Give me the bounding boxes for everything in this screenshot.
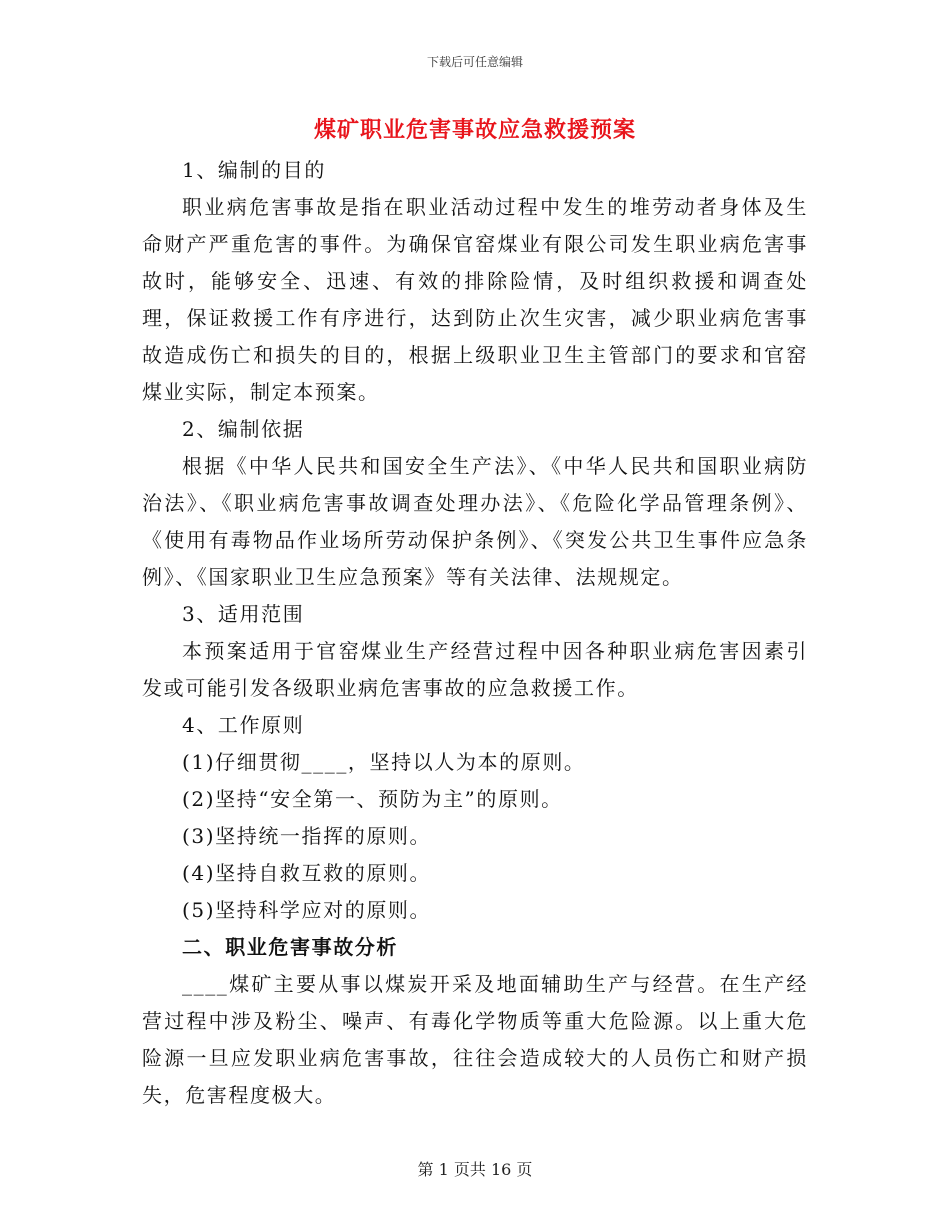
principle-item: (2)坚持“安全第一、预防为主”的原则。	[182, 787, 563, 811]
document-body	[142, 152, 808, 1114]
section-3-paragraph: 本预案适用于官窑煤业生产经营过程中因各种职业病危害因素引发或可能引发各级职业病危害事故的应急救援工作。	[142, 639, 808, 700]
page-header-note: 下载后可任意编辑	[426, 55, 523, 69]
section-4-heading: 4、工作原则	[182, 713, 305, 737]
principle-item: (4)坚持自救互救的原则。	[182, 861, 432, 885]
section-1-paragraph: 职业病危害事故是指在职业活动过程中发生的堆劳动者身体及生命财产严重危害的事件。为确保官窑煤业有限公司发生职业病危害事故时，能够安全、迅速、有效的排除险情，及时组织救援和调查处理，保证救援工作有序进行，达到防止次生灾害，减少职业病危害事故造成伤亡和损失的目的，根据上级职业卫生主管部门的要求和官窑煤业实际，制定本预案。	[142, 195, 808, 404]
section-2-paragraph: 根据《中华人民共和国安全生产法》、《中华人民共和国职业病防治法》、《职业病危害事故调查处理办法》、《危险化学品管理条例》、《使用有毒物品作业场所劳动保护条例》、《突发公共卫生事件应急条例》、《国家职业卫生应急预案》等有关法律、法规规定。	[142, 454, 808, 589]
part-2-paragraph: ____煤矿主要从事以煤炭开采及地面辅助生产与经营。在生产经营过程中涉及粉尘、噪声、有毒化学物质等重大危险源。以上重大危险源一旦应发职业病危害事故，往往会造成较大的人员伤亡和财产损失，危害程度极大。	[142, 972, 808, 1107]
principle-item: (3)坚持统一指挥的原则。	[182, 824, 432, 848]
section-2-heading: 2、编制依据	[182, 417, 305, 441]
principle-item: (5)坚持科学应对的原则。	[182, 898, 432, 922]
section-1-heading: 1、编制的目的	[182, 158, 326, 182]
document-title: 煤矿职业危害事故应急救援预案	[313, 117, 636, 143]
principle-item: (1)仔细贯彻____，坚持以人为本的原则。	[182, 750, 586, 774]
section-3-heading: 3、适用范围	[182, 602, 305, 626]
part-2-heading: 二、职业危害事故分析	[182, 935, 398, 959]
page-number: 第 1 页共 16 页	[417, 1160, 533, 1179]
